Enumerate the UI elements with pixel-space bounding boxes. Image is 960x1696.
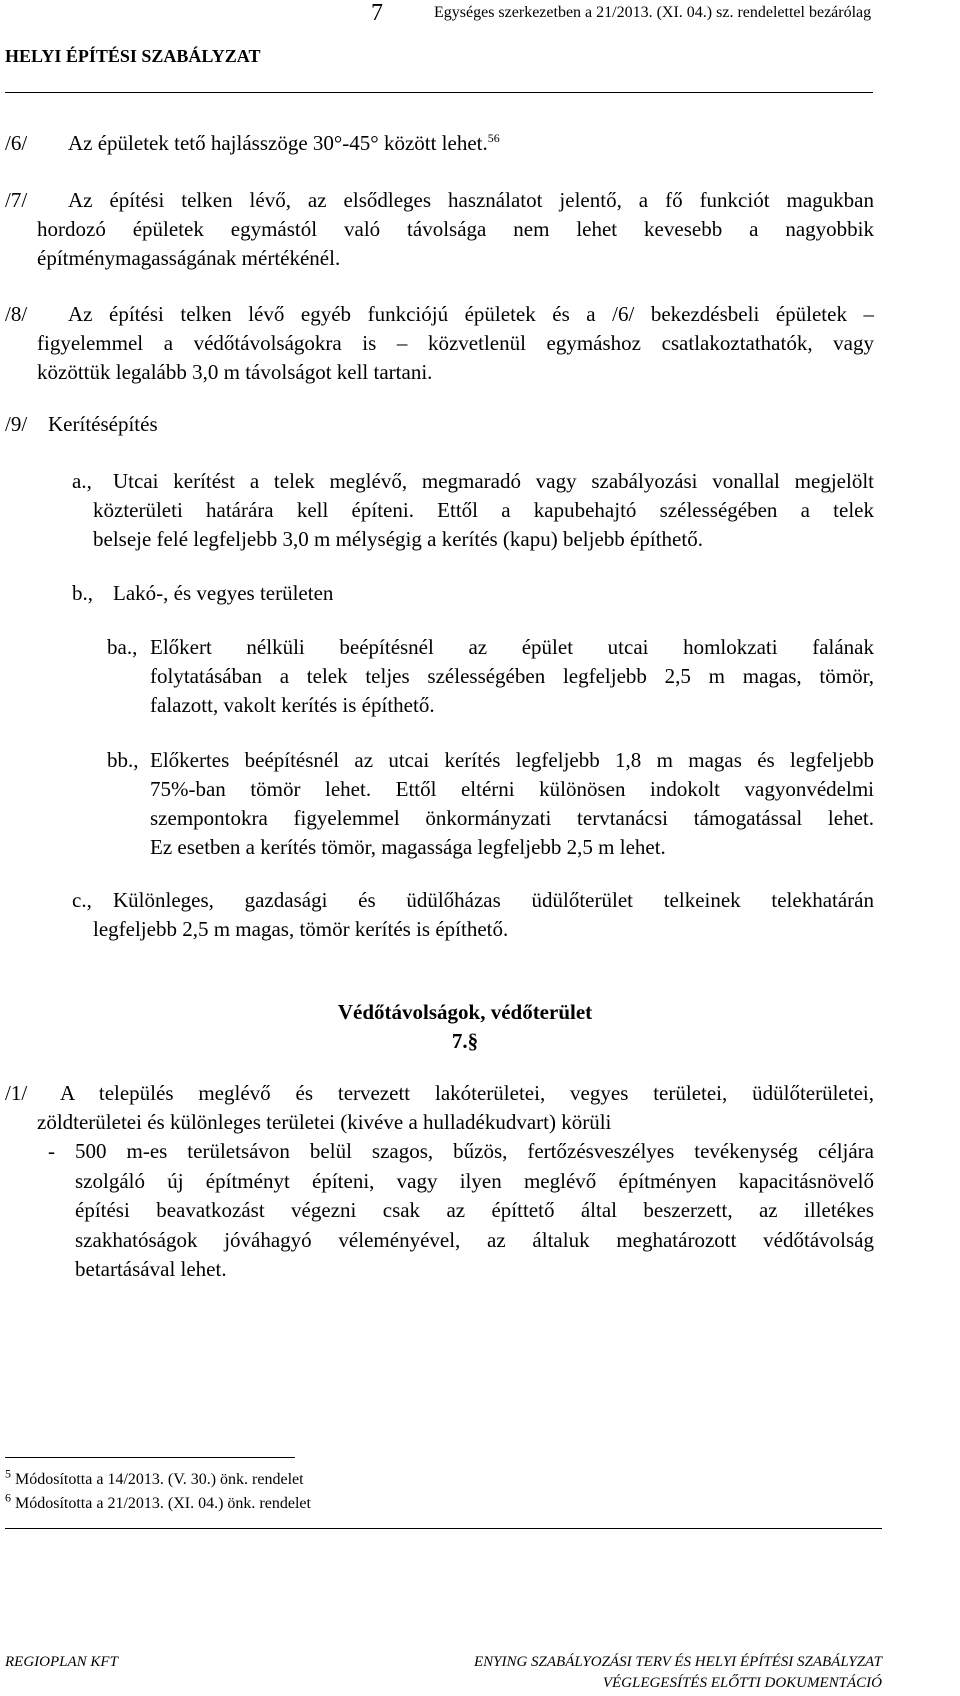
paragraph-line: építménymagasságának mértékénél. bbox=[37, 246, 341, 270]
paragraph-line: közöttük legalább 3,0 m távolságot kell tartani. bbox=[37, 360, 433, 384]
paragraph-text-content: Az épületek tető hajlásszöge 30°-45° között lehet. bbox=[68, 131, 488, 155]
item-heading: Lakó-, és vegyes területen bbox=[113, 581, 334, 605]
section-title: Védőtávolságok, védőterület bbox=[337, 1000, 593, 1024]
footnote bbox=[5, 1466, 304, 1490]
dash-label: - bbox=[48, 1139, 55, 1163]
paragraph-heading: Kerítésépítés bbox=[48, 412, 158, 436]
footnote-rule bbox=[5, 1457, 295, 1458]
paragraph-line: figyelemmel a védőtávolságokra is – közvetlenül egymáshoz csatlakoztathatók, vagy bbox=[37, 331, 874, 355]
subitem-line: szempontokra figyelemmel önkormányzati tervtanácsi támogatással lehet. bbox=[150, 806, 874, 830]
footer-rule bbox=[5, 1528, 882, 1529]
subitem-line: falazott, vakolt kerítés is építhető. bbox=[150, 693, 435, 717]
paragraph-line: Az építési telken lévő, az elsődleges használatot jelentő, a fő funkciót magukban bbox=[68, 188, 874, 212]
footer-right-line-2: VÉGLEGESÍTÉS ELŐTTI DOKUMENTÁCIÓ bbox=[602, 1675, 882, 1691]
item-line: közterületi határára kell építeni. Ettől a kapubehajtó szélességében a telek bbox=[93, 498, 874, 522]
item-line: Utcai kerítést a telek meglévő, megmaradó vagy szabályozási vonallal megjelölt bbox=[113, 469, 874, 493]
subitem-label: bb., bbox=[107, 748, 139, 772]
footnote-number: 5 bbox=[5, 1466, 11, 1481]
section-number: 7.§ bbox=[451, 1029, 479, 1053]
paragraph-label: /7/ bbox=[5, 188, 28, 212]
paragraph-label: /6/ bbox=[5, 131, 28, 155]
paragraph-line: zöldterületei és különleges területei (kivéve a hulladékudvart) körüli bbox=[37, 1110, 612, 1134]
footnote-text: Módosította a 21/2013. (XI. 04.) önk. rendelet bbox=[15, 1495, 311, 1512]
footnote bbox=[5, 1490, 311, 1514]
subitem-line: Előkert nélküli beépítésnél az épület utcai homlokzati falának bbox=[150, 635, 874, 659]
item-line: Különleges, gazdasági és üdülőházas üdülőterület telkeinek telekhatárán bbox=[113, 888, 874, 912]
footnote-text: Módosította a 14/2013. (V. 30.) önk. rendelet bbox=[15, 1471, 304, 1488]
paragraph-line: Az építési telken lévő egyéb funkciójú épületek és a /6/ bekezdésbeli épületek – bbox=[68, 302, 874, 326]
footer-left: REGIOPLAN KFT bbox=[5, 1654, 118, 1670]
dash-line: 500 m-es területsávon belül szagos, bűzös, fertőzésveszélyes tevékenység céljára bbox=[75, 1139, 874, 1163]
paragraph-text bbox=[68, 128, 500, 158]
page-number: 7 bbox=[371, 0, 383, 26]
footnote-number: 6 bbox=[5, 1490, 11, 1505]
dash-line: szakhatóságok jóváhagyó véleményével, az általuk meghatározott védőtávolság bbox=[75, 1228, 874, 1252]
subitem-line: Ez esetben a kerítés tömör, magassága legfeljebb 2,5 m lehet. bbox=[150, 835, 666, 859]
paragraph-label: /9/ bbox=[5, 412, 28, 436]
footnote-ref: 56 bbox=[487, 131, 500, 145]
dash-line: betartásával lehet. bbox=[75, 1257, 227, 1281]
subitem-line: folytatásában a telek teljes szélességében legfeljebb 2,5 m magas, tömör, bbox=[150, 664, 874, 688]
subitem-line: 75%-ban tömör lehet. Ettől eltérni különösen indokolt vagyonvédelmi bbox=[150, 777, 874, 801]
item-label: a., bbox=[72, 469, 92, 493]
item-line: belseje felé legfeljebb 3,0 m mélységig a kerítés (kapu) beljebb építhető. bbox=[93, 527, 703, 551]
paragraph-line: hordozó épületek egymástól való távolsága nem lehet kevesebb a nagyobbik bbox=[37, 217, 874, 241]
subitem-line: Előkertes beépítésnél az utcai kerítés legfeljebb 1,8 m magas és legfeljebb bbox=[150, 748, 874, 772]
item-label: b., bbox=[72, 581, 93, 605]
dash-line: építési beavatkozást végezni csak az építtető által beszerzett, az illetékes bbox=[75, 1198, 874, 1222]
item-line: legfeljebb 2,5 m magas, tömör kerítés is építhető. bbox=[93, 917, 509, 941]
subitem-label: ba., bbox=[107, 635, 138, 659]
paragraph-label: /8/ bbox=[5, 302, 28, 326]
header-title: HELYI ÉPÍTÉSI SZABÁLYZAT bbox=[5, 46, 261, 66]
paragraph-line: A település meglévő és tervezett lakóterületei, vegyes területei, üdülőterületei, bbox=[60, 1081, 874, 1105]
paragraph-label: /1/ bbox=[5, 1081, 28, 1105]
item-label: c., bbox=[72, 888, 92, 912]
dash-line: szolgáló új építményt építeni, vagy ilyen meglévő építményen kapacitásnövelő bbox=[75, 1169, 874, 1193]
header-note: Egységes szerkezetben a 21/2013. (XI. 04.) sz. rendelettel bezárólag bbox=[434, 4, 872, 21]
footer-right-line-1: ENYING SZABÁLYOZÁSI TERV ÉS HELYI ÉPÍTÉSI SZABÁLYZAT bbox=[473, 1654, 882, 1670]
header-rule bbox=[5, 92, 873, 93]
